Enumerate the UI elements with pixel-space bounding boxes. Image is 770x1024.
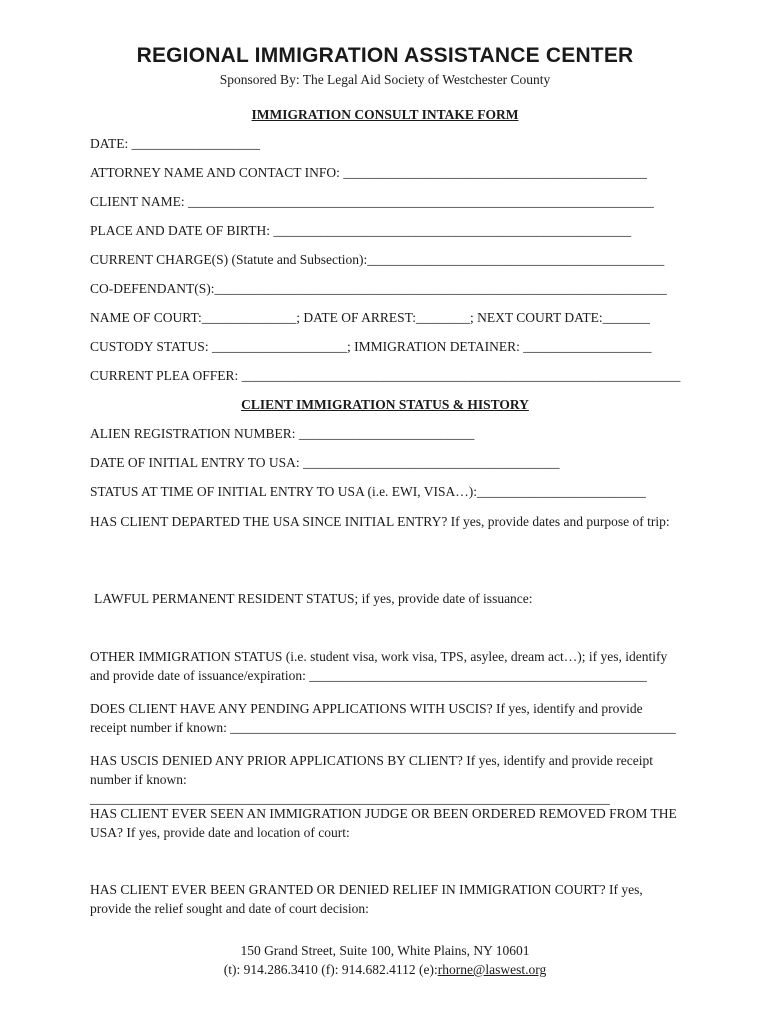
initial-entry-date-field[interactable]: DATE OF INITIAL ENTRY TO USA: ______________________________________ — [90, 455, 560, 470]
pending-applications-question[interactable]: DOES CLIENT HAVE ANY PENDING APPLICATIONS WITH USCIS? If yes, identify and provide receipt number if known: __________________________________________________________________ — [90, 701, 676, 735]
alien-registration-field[interactable]: ALIEN REGISTRATION NUMBER: __________________________ — [90, 426, 475, 441]
current-charges-field[interactable]: CURRENT CHARGE(S) (Statute and Subsection):____________________________________________ — [90, 252, 665, 267]
departed-usa-question[interactable]: HAS CLIENT DEPARTED THE USA SINCE INITIAL ENTRY? If yes, provide dates and purpose of trip: — [90, 514, 670, 529]
footer-contact — [0, 960, 770, 979]
footer-address: 150 Grand Street, Suite 100, White Plains, NY 10601 — [240, 943, 530, 958]
lpr-status-question[interactable]: LAWFUL PERMANENT RESIDENT STATUS; if yes, provide date of issuance: — [94, 591, 533, 606]
date-field[interactable]: DATE: ___________________ — [90, 136, 260, 151]
client-name-field[interactable]: CLIENT NAME: _____________________________________________________________________ — [90, 194, 654, 209]
place-date-birth-field[interactable]: PLACE AND DATE OF BIRTH: _____________________________________________________ — [90, 223, 632, 238]
footer-email-link[interactable]: rhorne@laswest.org — [437, 962, 547, 977]
form-title: IMMIGRATION CONSULT INTAKE FORM — [251, 107, 519, 122]
custody-detainer-field[interactable]: CUSTODY STATUS: ____________________; IMMIGRATION DETAINER: ___________________ — [90, 339, 652, 354]
immigration-judge-question[interactable]: HAS CLIENT EVER SEEN AN IMMIGRATION JUDGE OR BEEN ORDERED REMOVED FROM THE USA? If yes, provide date and location of court: — [90, 806, 677, 840]
attorney-field[interactable]: ATTORNEY NAME AND CONTACT INFO: _____________________________________________ — [90, 165, 648, 180]
co-defendants-field[interactable]: CO-DEFENDANT(S):___________________________________________________________________ — [90, 281, 667, 296]
footer-phone-fax: (t): 914.286.3410 (f): 914.682.4112 (e): — [223, 962, 438, 977]
plea-offer-field[interactable]: CURRENT PLEA OFFER: _________________________________________________________________ — [90, 368, 681, 383]
denied-applications-question[interactable]: HAS USCIS DENIED ANY PRIOR APPLICATIONS BY CLIENT? If yes, identify and provide receipt number if known: _____________________________________________________________________________ — [90, 753, 653, 806]
section-heading-status-history: CLIENT IMMIGRATION STATUS & HISTORY — [241, 397, 529, 412]
relief-question[interactable]: HAS CLIENT EVER BEEN GRANTED OR DENIED RELIEF IN IMMIGRATION COURT? If yes, provide the relief sought and date of court decision: — [90, 882, 643, 916]
court-arrest-dates-field[interactable]: NAME OF COURT:______________; DATE OF ARREST:________; NEXT COURT DATE:_______ — [90, 310, 650, 325]
sponsor-line: Sponsored By: The Legal Aid Society of Westchester County — [219, 72, 551, 87]
initial-entry-status-field[interactable]: STATUS AT TIME OF INITIAL ENTRY TO USA (i.e. EWI, VISA…):_________________________ — [90, 484, 646, 499]
page-title: REGIONAL IMMIGRATION ASSISTANCE CENTER — [136, 44, 634, 67]
other-status-question[interactable]: OTHER IMMIGRATION STATUS (i.e. student visa, work visa, TPS, asylee, dream act…); if yes, identify and provide date of issuance/expiration: __________________________________________________ — [90, 649, 668, 683]
